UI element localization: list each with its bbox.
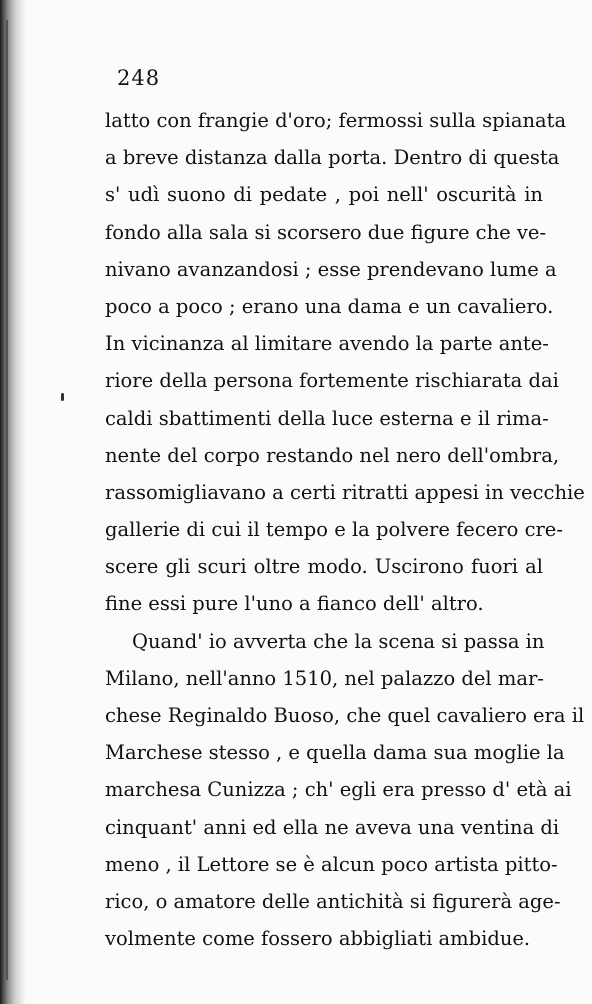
text-line: gallerie di cui il tempo e la polvere fecero cre- [105, 518, 563, 542]
text-line: caldi sbattimenti della luce esterna e il rima- [105, 406, 549, 430]
text-line: nivano avanzandosi ; esse prendevano lume a [105, 257, 557, 281]
text-line: latto con frangie d'oro; fermossi sulla spianata [105, 109, 567, 132]
text-line: nente del corpo restando nel nero dell'ombra, [105, 443, 560, 467]
text-line: volmente come fossero abbigliati ambidue. [105, 927, 531, 951]
text-line: scere gli scuri oltre modo. Uscirono fuori al [105, 555, 543, 579]
text-line: fine essi pure l'uno a fianco dell' altro. [105, 592, 484, 616]
text-line: poco a poco ; erano una dama e un cavaliero. [105, 294, 554, 318]
text-line: Marchese stesso , e quella dama sua moglie la [105, 741, 565, 765]
text-line-paragraph-start: Quand' io avverta che la scena si passa in [132, 629, 545, 653]
text-line: rassomigliavano a certi ritratti appesi in vecchie [105, 480, 585, 504]
text-line: s' udì suono di pedate , poi nell' oscurità in [105, 183, 543, 207]
page-number: 248 [117, 66, 161, 90]
text-line: fondo alla sala si scorsero due figure che ve- [105, 220, 547, 244]
text-line: chese Reginaldo Buoso, che quel cavaliero era il [105, 704, 585, 727]
text-line: cinquant' anni ed ella ne aveva una ventina di [105, 815, 560, 839]
text-line: meno , il Lettore se è alcun poco artista pitto- [105, 852, 558, 876]
page-gutter-shadow [0, 0, 26, 1004]
binding-edge [6, 20, 8, 980]
text-line: Milano, nell'anno 1510, nel palazzo del mar- [105, 666, 544, 690]
text-line: marchesa Cunizza ; ch' egli era presso d' età ai [105, 778, 572, 802]
body-text [105, 102, 585, 957]
text-line: rico, o amatore delle antichità si figurerà age- [105, 889, 561, 913]
text-line: a breve distanza dalla porta. Dentro di questa [105, 146, 560, 170]
text-line: riore della persona fortemente rischiarata dai [105, 369, 559, 393]
text-line: In vicinanza al limitare avendo la parte ante- [105, 332, 549, 356]
ink-speck [61, 393, 64, 401]
